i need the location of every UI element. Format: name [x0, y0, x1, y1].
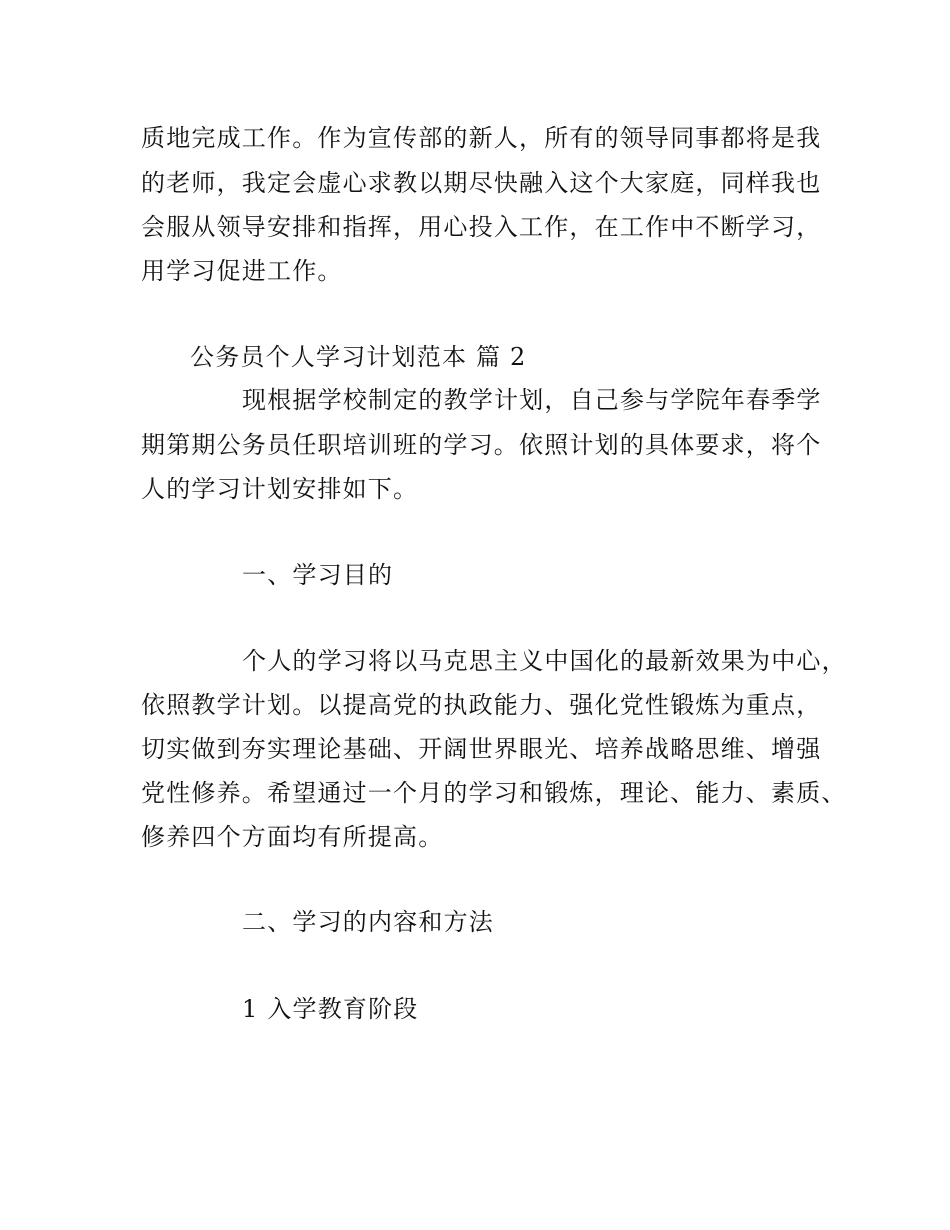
- paragraph-line: 期第期公务员任职培训班的学习。依照计划的具体要求，将个: [141, 431, 822, 459]
- heading-enrollment-stage: 1 入学教育阶段: [242, 995, 419, 1023]
- paragraph-line: 人的学习计划安排如下。: [141, 475, 419, 503]
- paragraph-line: 会服从领导安排和指挥，用心投入工作，在工作中不断学习，: [141, 213, 822, 241]
- paragraph-line: 修养四个方面均有所提高。: [141, 823, 444, 851]
- paragraph-line: 个人的学习将以马克思主义中国化的最新效果为中心，: [242, 647, 847, 675]
- paragraph-line: 的老师，我定会虚心求教以期尽快融入这个大家庭，同样我也: [141, 169, 822, 197]
- paragraph-line: 依照教学计划。以提高党的执政能力、强化党性锻炼为重点，: [141, 691, 822, 719]
- section-title: 公务员个人学习计划范本 篇 2: [190, 343, 527, 371]
- heading-learning-purpose: 一、学习目的: [242, 561, 394, 589]
- paragraph-line: 党性修养。希望通过一个月的学习和锻炼，理论、能力、素质、: [141, 779, 847, 807]
- paragraph-line: 质地完成工作。作为宣传部的新人，所有的领导同事都将是我: [141, 124, 822, 152]
- paragraph-line: 用学习促进工作。: [141, 257, 343, 285]
- heading-content-and-methods: 二、学习的内容和方法: [242, 908, 494, 936]
- paragraph-line: 切实做到夯实理论基础、开阔世界眼光、培养战略思维、增强: [141, 735, 822, 763]
- paragraph-line: 现根据学校制定的教学计划，自己参与学院年春季学: [242, 386, 822, 414]
